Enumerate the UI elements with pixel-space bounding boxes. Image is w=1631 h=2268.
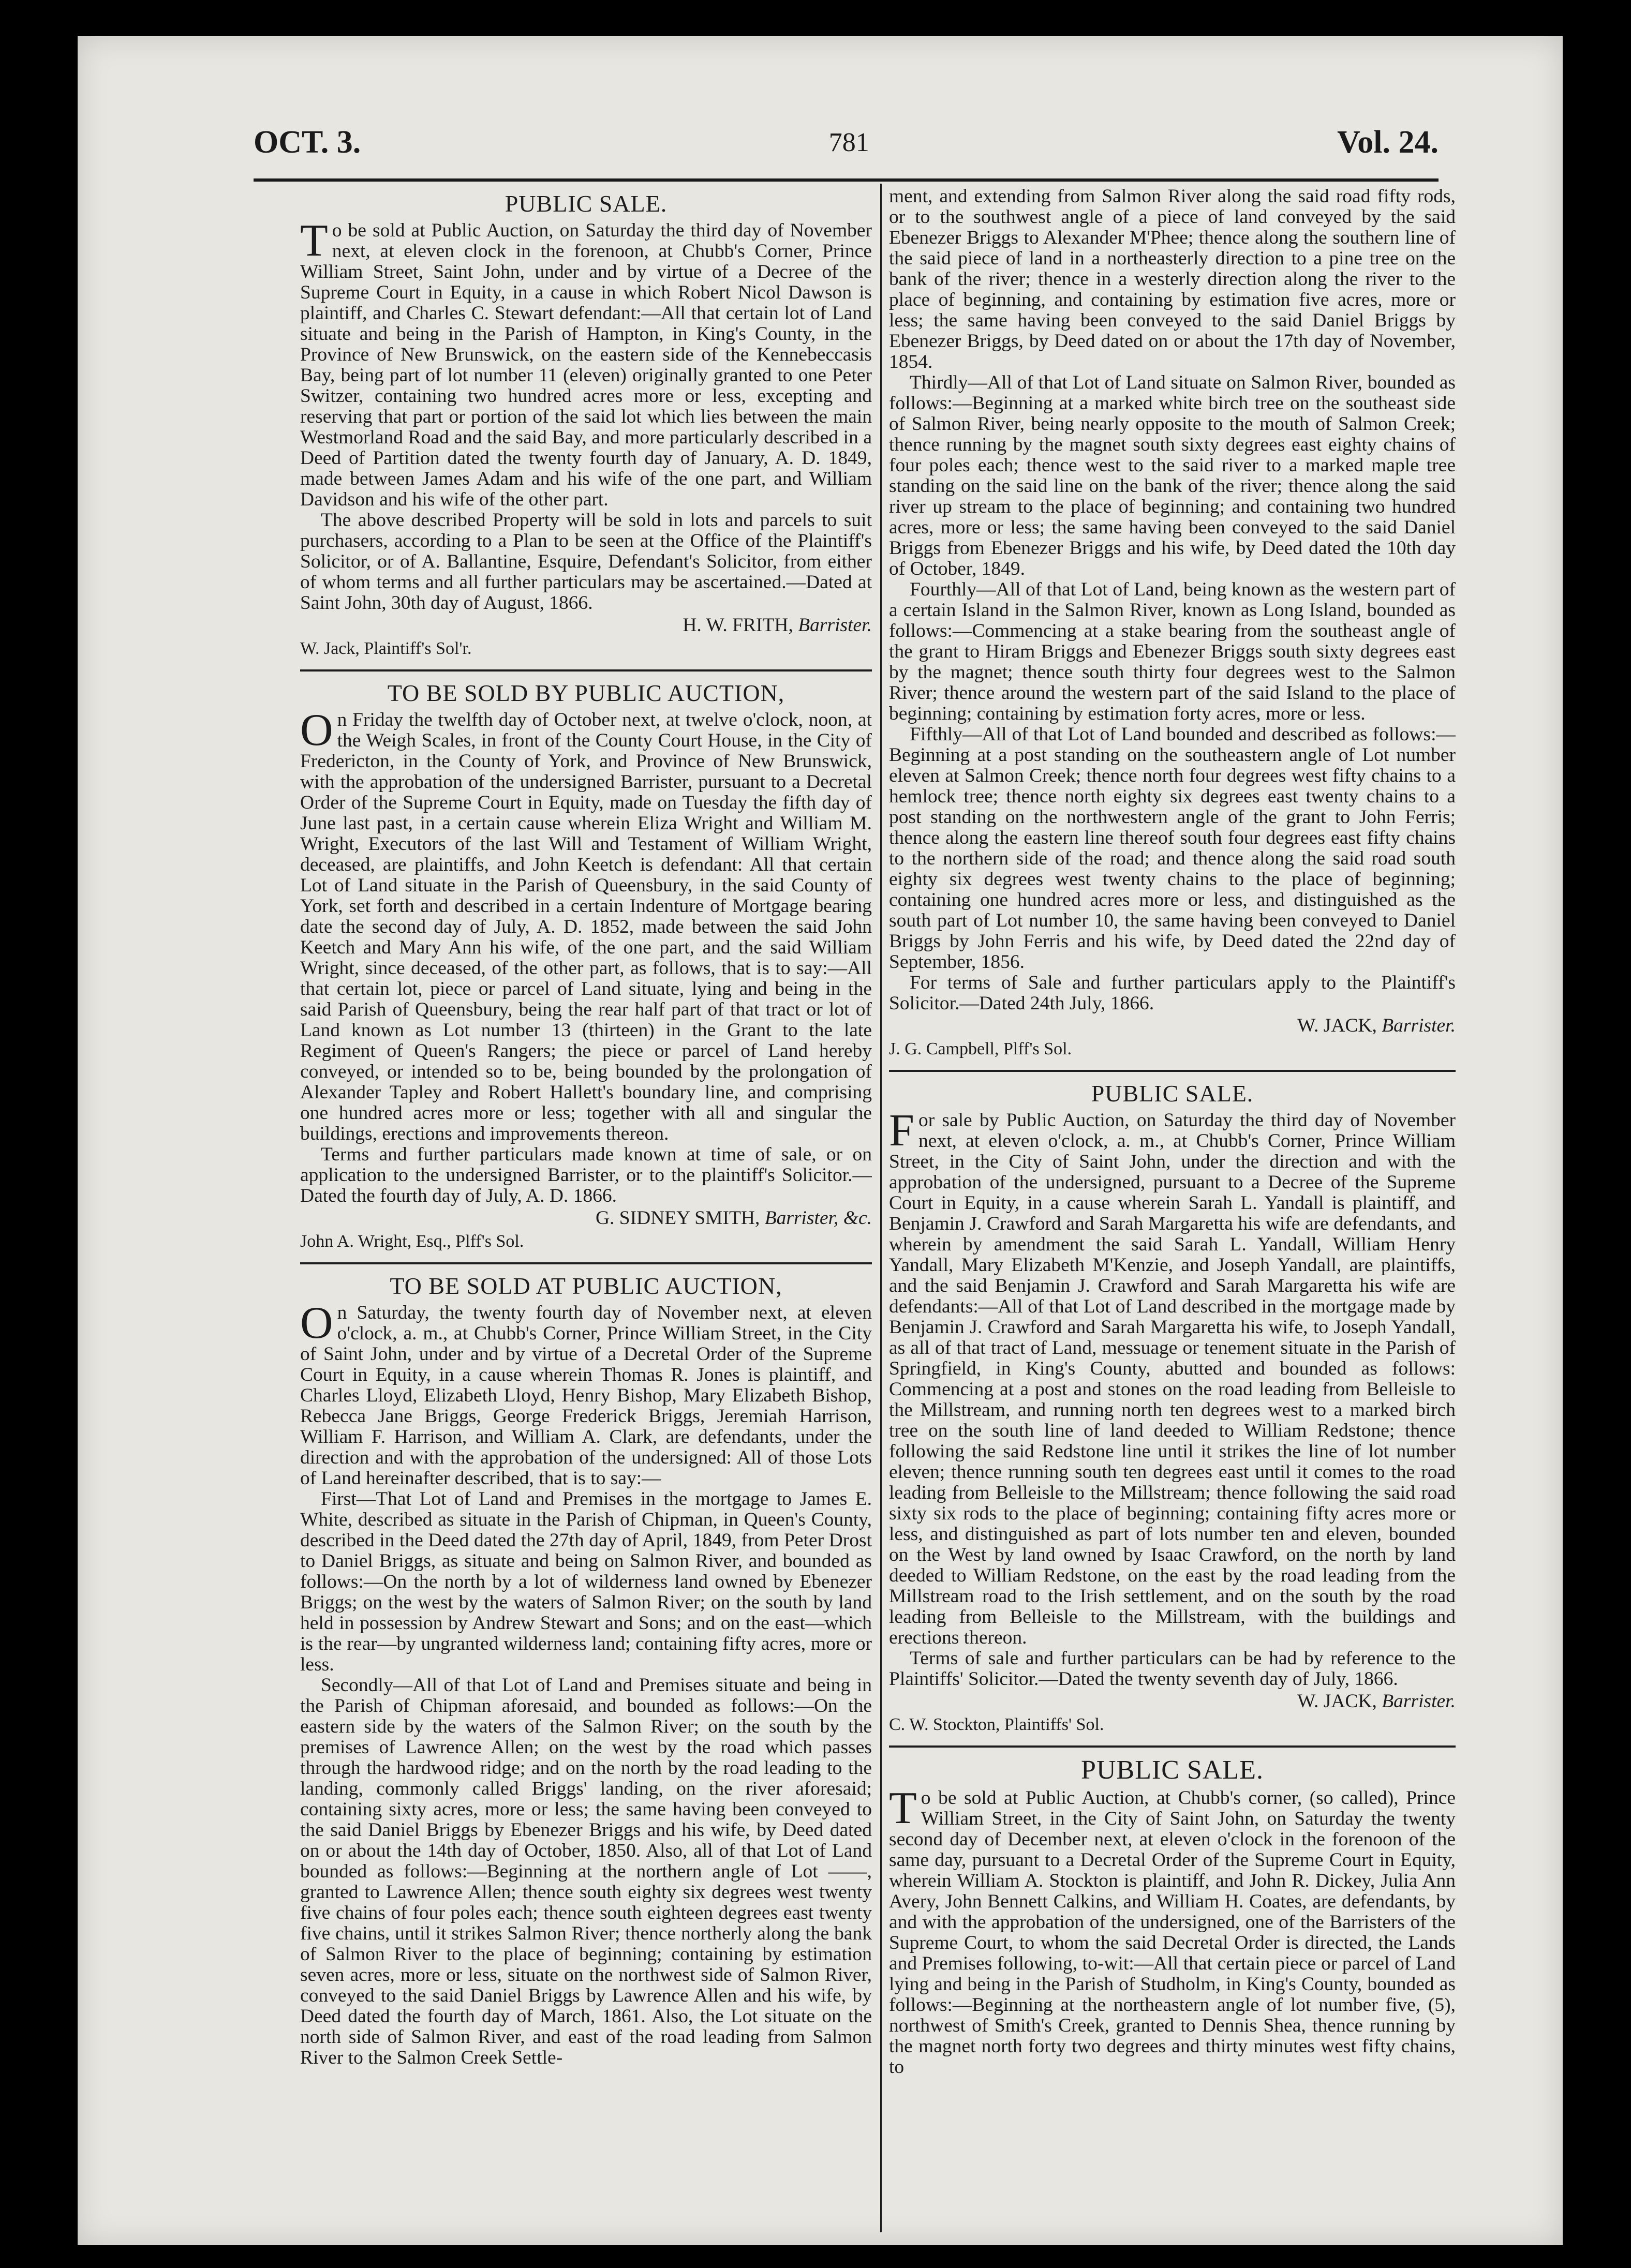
advert-divider xyxy=(889,1070,1456,1072)
advert-auction-chipman xyxy=(300,1272,872,2068)
advert-divider xyxy=(300,669,872,672)
advert-heading: TO BE SOLD AT PUBLIC AUCTION, xyxy=(390,1273,782,1299)
volume-number: Vol. 24. xyxy=(1337,124,1439,160)
left-column xyxy=(300,186,872,2235)
advert-body-continued: ment, and extending from Salmon River along the said road fifty rods, or to the southwest angle of a piece of land conveyed by the said Ebenezer Briggs to Alexander M'Phee; thence along the southern line of the said piece of land in a northeasterly direction to a pine tree on the bank of the river; thence in a westerly direction along the river to the place of beginning, and containing by estimation five acres, more or less; the same having been conveyed to the said Daniel Briggs by Ebenezer Briggs, by Deed dated on or about the 17th day of November, 1854. xyxy=(889,186,1456,372)
advert-body: Thirdly—All of that Lot of Land situate on Salmon River, bounded as follows:—Beginning at a marked white birch tree on the southeast side of Salmon River, being nearly opposite to the mouth of Salmon Creek; thence running by the magnet south sixty degrees east eighty chains of four poles each; thence west to the said river to a marked maple tree standing on the said line on the bank of the river; thence along the said river up stream to the place of beginning; and containing two hundred acres, more or less; the same having been conveyed to the said Daniel Briggs from Ebenezer Briggs and his wife, by Deed dated the 10th day of October, 1849. xyxy=(889,372,1456,579)
advert-heading: PUBLIC SALE. xyxy=(505,190,668,217)
advert-signature: W. JACK, Barrister. xyxy=(1297,1015,1456,1036)
advert-heading: PUBLIC SALE. xyxy=(1091,1080,1254,1107)
page-number: 781 xyxy=(828,127,869,157)
advert-public-sale-hampton xyxy=(300,189,872,660)
advert-solicitor: C. W. Stockton, Plaintiffs' Sol. xyxy=(889,1715,1104,1734)
advert-body: First—That Lot of Land and Premises in the mortgage to James E. White, described as situate in the Parish of Chipman, in Queen's County, described in the Deed dated the 27th day of April, 1849, from Peter Drost to Daniel Briggs, as situate and being on Salmon River, and bounded as follows:—On the north by a lot of wilderness land owned by Ebenezer Briggs; on the west by the waters of Salmon River; on the south by land held in possession by Andrew Stewart and Sons; and on the east—which is the rear—by ungranted wilderness land; containing fifty acres, more or less. xyxy=(300,1488,872,1675)
advert-body: For terms of Sale and further particulars apply to the Plaintiff's Solicitor.—Dated 24th July, 1866. xyxy=(889,972,1456,1014)
advert-divider xyxy=(889,1745,1456,1748)
advert-body: For sale by Public Auction, on Saturday the third day of November next, at eleven o'clock, a. m., at Chubb's Corner, Prince William Street, in the City of Saint John, under the direction and with the approbation of the undersigned, pursuant to a Decree of the Supreme Court in Equity, in a cause wherein Sarah L. Yandall is plaintiff, and Benjamin J. Crawford and Sarah Margaretta his wife are defendants, and wherein by amendment the said Sarah L. Yandall, William Henry Yandall, Mary Elizabeth M'Kenzie, and Joseph Yandall, are plaintiffs, and the said Benjamin J. Crawford and Sarah Margaretta his wife are defendants:—All of that Lot of Land described in the mortgage made by Benjamin J. Crawford and Sarah Margaretta his wife, to Joseph Yandall, as all of that tract of Land, messuage or tenement situate in the Parish of Springfield, in King's County, abutted and bounded as follows: Commencing at a post and stones on the road leading from Belleisle to the Millstream, and running north ten degrees west to a marked birch tree on the south line of land deeded to William Redstone; thence following the said Redstone line until it strikes the line of lot number eleven; thence running south ten degrees east until it comes to the road leading from Belleisle to the Millstream; thence following the said road sixty six rods to the place of beginning; containing fifty acres more or less, and distinguished as part of lots number ten and eleven, bounded on the West by land owned by Isaac Crawford, on the north by land deeded to William Redstone, on the east by the road leading from the Millstream road to the Irish settlement, and on the south by the road leading from Belleisle to the Millstream, with the buildings and erections thereon. xyxy=(889,1106,1456,1648)
advert-body: Fourthly—All of that Lot of Land, being known as the western part of a certain Island in the Salmon River, known as Long Island, bounded as follows:—Commencing at a stake bearing from the southeast angle of the grant to Hiram Briggs and Ebenezer Briggs south sixty degrees east by the magnet; thence south thirty four degrees west to the Salmon River; thence around the western part of the said Island to the place of beginning; containing by estimation forty acres, more or less. xyxy=(889,579,1456,724)
advert-heading: PUBLIC SALE. xyxy=(1081,1755,1264,1785)
advert-solicitor: W. Jack, Plaintiff's Sol'r. xyxy=(300,639,472,658)
advert-solicitor: J. G. Campbell, Plff's Sol. xyxy=(889,1039,1072,1058)
advert-body: Terms and further particulars made known at time of sale, or on application to the undersigned Barrister, or to the plaintiff's Solicitor.—Dated the fourth day of July, A. D. 1866. xyxy=(300,1144,872,1206)
advert-body: Terms of sale and further particulars can be had by reference to the Plaintiffs' Solicitor.—Dated the twenty seventh day of July, 1866. xyxy=(889,1648,1456,1690)
advert-public-sale-springfield xyxy=(889,1079,1456,1736)
advert-signature: G. SIDNEY SMITH, Barrister, &c. xyxy=(595,1207,872,1229)
advert-body: To be sold at Public Auction, at Chubb's corner, (so called), Prince William Street, in the City of Saint John, on Saturday the twenty second day of December next, at eleven o'clock in the forenoon of the same day, pursuant to a Decretal Order of the Supreme Court in Equity, wherein William A. Stockton is plaintiff, and John R. Dickey, Julia Ann Avery, John Bennett Calkins, and William H. Coates, are defendants, by and with the approbation of the undersigned, one of the Barristers of the Supreme Court, to whom the said Decretal Order is directed, the Lands and Premises following, to-wit:—All that certain piece or parcel of Land lying and being in the Parish of Studholm, in King's County, bounded as follows:—Beginning at the northeastern angle of lot number five, (5), northwest of Smith's Creek, granted to Dennis Shea, thence running by the magnet north forty two degrees and thirty minutes west fifty chains, to xyxy=(889,1783,1456,2078)
advert-signature: W. JACK, Barrister. xyxy=(1297,1691,1456,1712)
advert-divider xyxy=(300,1262,872,1264)
right-column xyxy=(889,186,1456,2235)
advert-body: Fifthly—All of that Lot of Land bounded and described as follows:—Beginning at a post standing on the southeastern angle of Lot number eleven at Salmon Creek; thence north four degrees west fifty chains to a hemlock tree; thence north eighty six degrees east twenty chains to a post standing on the northwestern angle of the grant to John Ferris; thence along the eastern line thereof south four degrees east fifty chains to the northern side of the road; and thence along the said road south eighty six degrees west twenty chains to the place of beginning; containing one hundred acres more or less, and distinguished as the south part of Lot number 10, the same having been conveyed to Daniel Briggs by John Ferris and his wife, by Deed dated the 22nd day of September, 1856. xyxy=(889,724,1456,973)
column-divider xyxy=(880,184,882,2232)
advert-body: The above described Property will be sold in lots and parcels to suit purchasers, according to a Plan to be seen at the Office of the Plaintiff's Solicitor, or of A. Ballantine, Esquire, Defendant's Solicitor, from either of whom terms and all further particulars may be ascertained.—Dated at Saint John, 30th day of August, 1866. xyxy=(300,510,872,614)
advert-body: On Friday the twelfth day of October next, at twelve o'clock, noon, at the Weigh Scales, in front of the County Court House, in the City of Fredericton, in the County of York, and Province of New Brunswick, with the approbation of the undersigned Barrister, pursuant to a Decretal Order of the Supreme Court in Equity, made on Tuesday the fifth day of June last past, in a certain cause wherein Eliza Wright and William M. Wright, Executors of the last Will and Testament of William Wright, deceased, are plaintiffs, and John Keetch is defendant: All that certain Lot of Land situate in the Parish of Queensbury, in the said County of York, set forth and described in a certain Indenture of Mortgage bearing date the second day of July, A. D. 1852, made between the said John Keetch and Mary Ann his wife, of the one part, and the said William Wright, since deceased, of the other part, as follows, that is to say:—All that certain lot, piece or parcel of Land situate, lying and being in the said Parish of Queensbury, being the rear half part of that tract or lot of Land known as Lot number 13 (thirteen) in the Grant to the late Regiment of Queen's Rangers; the piece or parcel of Land hereby conveyed, or intended so to be, being bounded by the prolongation of Alexander Tapley and Robert Hallett's boundary line, and comprising one hundred acres more or less; together with all and singular the buildings, erections and improvements thereon. xyxy=(300,705,872,1144)
advert-solicitor: John A. Wright, Esq., Plff's Sol. xyxy=(300,1232,524,1251)
advert-auction-fredericton xyxy=(300,679,872,1253)
advert-body: Secondly—All of that Lot of Land and Premises situate and being in the Parish of Chipman aforesaid, and bounded as follows:—On the eastern side by the waters of the Salmon River; on the south by the premises of Lawrence Allen; on the west by the road which passes through the hardwood ridge; and on the north by the road leading to the landing, commonly called Briggs' landing, on the river aforesaid; containing sixty acres, more or less; the same having been conveyed to the said Daniel Briggs by Ebenezer Briggs and his wife, by Deed dated on or about the 14th day of October, 1850. Also, all of that Lot of Land bounded as follows:—Beginning at the northern angle of Lot ——, granted to Lawrence Allen; thence south eighty six degrees west twenty five chains of four poles each; thence south eighteen degrees east twenty five chains, until it strikes Salmon River; thence northerly along the bank of Salmon River to the place of beginning; containing by estimation seven acres, more or less, situate on the northwest side of Salmon River, conveyed to the said Daniel Briggs by Lawrence Allen and his wife, by Deed dated the fourth day of March, 1861. Also, the Lot situate on the north side of Salmon River, and east of the road leading from Salmon River to the Salmon Creek Settle- xyxy=(300,1675,872,2068)
issue-date: OCT. 3. xyxy=(254,124,361,160)
header-rule xyxy=(254,178,1439,182)
advert-heading: TO BE SOLD BY PUBLIC AUCTION, xyxy=(387,680,785,706)
advert-public-sale-studholm xyxy=(889,1755,1456,2078)
page-header xyxy=(254,114,1439,171)
advert-signature: H. W. FRITH, Barrister. xyxy=(683,615,872,636)
advert-body: On Saturday, the twenty fourth day of November next, at eleven o'clock, a. m., at Chubb's Corner, Prince William Street, in the City of Saint John, under and by virtue of a Decretal Order of the Supreme Court in Equity, in a cause wherein Thomas R. Jones is plaintiff, and Charles Lloyd, Elizabeth Lloyd, Henry Bishop, Mary Elizabeth Bishop, Rebecca Jane Briggs, George Frederick Briggs, Jeremiah Harrison, William F. Harrison, and William A. Clark, are defendants, under the direction and with the approbation of the undersigned: All of those Lots of Land hereinafter described, that is to say:— xyxy=(300,1298,872,1489)
advert-body: To be sold at Public Auction, on Saturday the third day of November next, at eleven clock in the forenoon, at Chubb's Corner, Prince William Street, Saint John, under and by virtue of a Decree of the Supreme Court in Equity, in a cause in which Robert Nicol Dawson is plaintiff, and Charles C. Stewart defendant:—All that certain lot of Land situate and being in the Parish of Hampton, in King's County, in the Province of New Brunswick, on the eastern side of the Kennebeccasis Bay, being part of lot number 11 (eleven) originally granted to one Peter Switzer, containing two hundred acres more or less, excepting and reserving that part or portion of the said lot which lies between the main Westmorland Road and the said Bay, and more particularly described in a Deed of Partition dated the twenty fourth day of January, A. D. 1849, made between James Adam and his wife of the one part, and William Davidson and his wife of the other part. xyxy=(300,216,872,510)
